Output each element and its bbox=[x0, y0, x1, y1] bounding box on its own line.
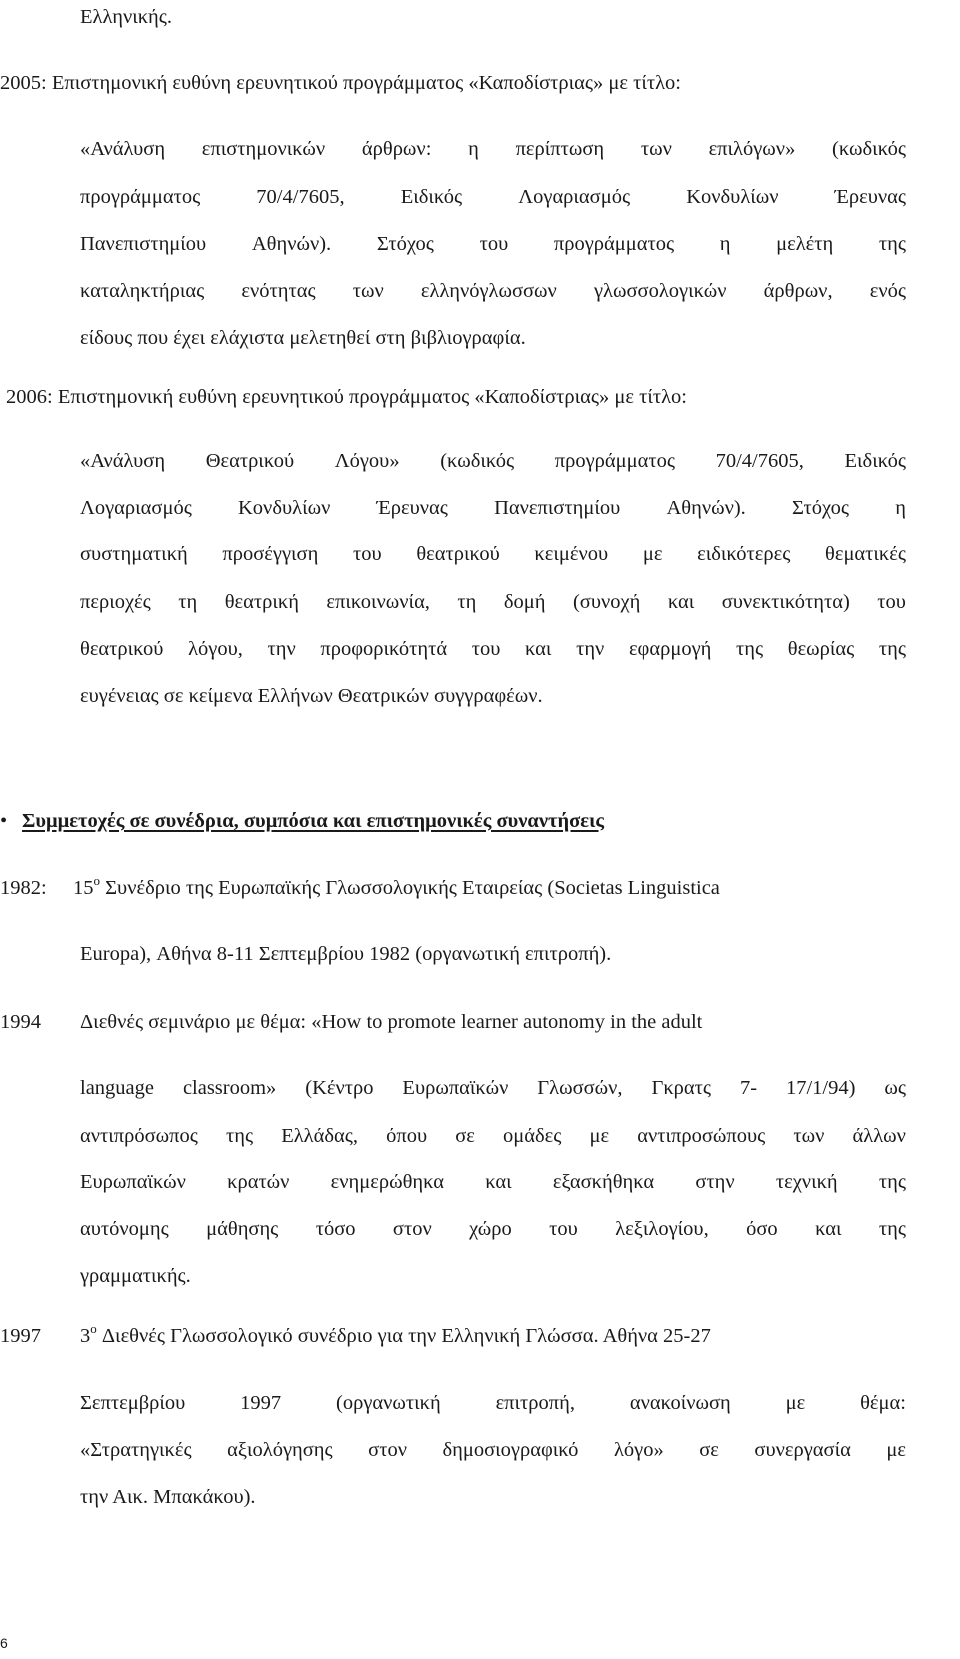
word: κειμένου bbox=[534, 543, 609, 565]
word: καταληκτήριας bbox=[80, 280, 205, 302]
word: θεατρικού bbox=[80, 638, 164, 660]
word: και bbox=[667, 591, 695, 613]
word: αξιολόγησης bbox=[227, 1439, 333, 1461]
word: μελέτη bbox=[776, 233, 834, 255]
project-2006-line bbox=[80, 495, 906, 521]
word: την bbox=[267, 638, 296, 660]
word: η bbox=[719, 233, 731, 255]
word: περιοχές bbox=[80, 591, 151, 613]
word: θεματικές bbox=[825, 543, 906, 565]
word: και bbox=[525, 638, 552, 660]
word: Κονδυλίων bbox=[238, 497, 331, 519]
word: των bbox=[793, 1125, 825, 1147]
project-2005-line bbox=[80, 231, 906, 257]
word: ενημερώθηκα bbox=[330, 1171, 445, 1193]
word: 70/4/7605, bbox=[715, 450, 804, 472]
entry-1982-num: 15 bbox=[73, 877, 94, 899]
word: κρατών bbox=[227, 1171, 290, 1193]
word: με bbox=[589, 1125, 610, 1147]
page-number: 6 bbox=[0, 1635, 8, 1651]
word: τεχνική bbox=[775, 1171, 838, 1193]
word: Ειδικός bbox=[400, 186, 463, 208]
word: με bbox=[785, 1392, 806, 1414]
section-heading bbox=[0, 808, 604, 834]
word: Ειδικός bbox=[844, 450, 906, 472]
word: γλωσσολογικών bbox=[593, 280, 727, 302]
entry-1982-text: Συνέδριο της Ευρωπαϊκής Γλωσσολογικής Εταιρείας (Societas Linguistica bbox=[105, 877, 720, 899]
word: (συνοχή bbox=[572, 591, 641, 613]
word: στον bbox=[368, 1439, 407, 1461]
word: τη bbox=[178, 591, 198, 613]
word: προφορικότητά bbox=[320, 638, 448, 660]
word: «Ανάλυση bbox=[80, 138, 166, 160]
entry-1997-line: την Αικ. Μπακάκου). bbox=[80, 1486, 256, 1508]
word: (κωδικός bbox=[832, 138, 906, 160]
word: άρθρων: bbox=[361, 138, 432, 160]
word: εφαρμογή bbox=[628, 638, 712, 660]
word: θέμα: bbox=[860, 1392, 906, 1414]
entry-1997-first-line bbox=[80, 1323, 711, 1349]
word: αντιπροσώπους bbox=[637, 1125, 766, 1147]
word: χώρο bbox=[469, 1218, 512, 1240]
word: συνεκτικότητα) bbox=[721, 591, 850, 613]
word: Έρευνας bbox=[376, 497, 448, 519]
word: άρθρων, bbox=[763, 280, 833, 302]
word: Έρευνας bbox=[834, 186, 906, 208]
project-2005-header: 2005: Επιστημονική ευθύνη ερευνητικού προγράμματος «Καποδίστριας» με τίτλο: bbox=[0, 72, 681, 94]
word: Γκρατς bbox=[651, 1077, 712, 1099]
word: λόγου, bbox=[188, 638, 243, 660]
word: Πανεπιστημίου bbox=[494, 497, 621, 519]
entry-1982-sup: ο bbox=[93, 873, 100, 888]
entry-1982-cont: Europa), Αθήνα 8-11 Σεπτεμβρίου 1982 (οργανωτική επιτροπή). bbox=[80, 943, 612, 965]
entry-1994-line: γραμματικής. bbox=[80, 1265, 191, 1287]
word: δημοσιογραφικό bbox=[442, 1439, 579, 1461]
word: θεατρική bbox=[224, 591, 299, 613]
word: language bbox=[80, 1077, 154, 1099]
word: του bbox=[479, 233, 509, 255]
word: Λογαριασμός bbox=[80, 497, 192, 519]
word: ως bbox=[884, 1077, 906, 1099]
project-2006-line bbox=[80, 636, 906, 662]
word: Ευρωπαϊκών bbox=[80, 1171, 186, 1193]
word: προγράμματος bbox=[554, 450, 675, 472]
word: Αθηνών). bbox=[666, 497, 746, 519]
word: προγράμματος bbox=[553, 233, 675, 255]
word: επικοινωνία, bbox=[326, 591, 430, 613]
word: Γλωσσών, bbox=[537, 1077, 623, 1099]
word: σε bbox=[455, 1125, 475, 1147]
word: επιλόγων» bbox=[708, 138, 796, 160]
word: επιτροπή, bbox=[495, 1392, 575, 1414]
project-2005-line bbox=[80, 136, 906, 162]
word: και bbox=[815, 1218, 842, 1240]
word: αυτόνομης bbox=[80, 1218, 169, 1240]
project-2005-line bbox=[80, 184, 906, 210]
project-2006-line bbox=[80, 541, 906, 567]
entry-1994-text: Διεθνές σεμινάριο με θέμα: «How to promote learner autonomy in the adult bbox=[80, 1011, 703, 1033]
word: συνεργασία bbox=[754, 1439, 851, 1461]
word: «Στρατηγικές bbox=[80, 1439, 192, 1461]
word: (Κέντρο bbox=[305, 1077, 374, 1099]
word: την bbox=[576, 638, 605, 660]
word: με bbox=[642, 543, 663, 565]
word: λεξιλογίου, bbox=[615, 1218, 709, 1240]
word: Στόχος bbox=[791, 497, 850, 519]
word: στον bbox=[392, 1218, 432, 1240]
word: επιστημονικών bbox=[201, 138, 326, 160]
project-2005-line bbox=[80, 278, 906, 304]
word: η bbox=[468, 138, 479, 160]
entry-1994-label: 1994 bbox=[0, 1011, 41, 1033]
word: (κωδικός bbox=[440, 450, 515, 472]
word: προγράμματος bbox=[80, 186, 201, 208]
word: (οργανωτική bbox=[336, 1392, 441, 1414]
word: σε bbox=[699, 1439, 719, 1461]
word: ενός bbox=[869, 280, 906, 302]
word: ειδικότερες bbox=[697, 543, 791, 565]
word: Σεπτεμβρίου bbox=[80, 1392, 186, 1414]
word: άλλων bbox=[852, 1125, 906, 1147]
word: Λόγου» bbox=[334, 450, 400, 472]
entry-1997-num: 3 bbox=[80, 1325, 91, 1347]
word: στην bbox=[695, 1171, 735, 1193]
word: της bbox=[225, 1125, 254, 1147]
word: του bbox=[353, 543, 382, 565]
word: θεωρίας bbox=[787, 638, 855, 660]
word: των bbox=[352, 280, 384, 302]
intro-line: Ελληνικής. bbox=[80, 6, 173, 28]
project-2005-line: είδους που έχει ελάχιστα μελετηθεί στη βιβλιογραφία. bbox=[80, 327, 526, 349]
word: ελληνόγλωσσων bbox=[420, 280, 557, 302]
word: και bbox=[485, 1171, 512, 1193]
word: «Ανάλυση bbox=[80, 450, 166, 472]
word: Αθηνών). bbox=[251, 233, 332, 255]
word: classroom» bbox=[182, 1077, 277, 1099]
entry-1994-line bbox=[80, 1216, 906, 1242]
word: δομή bbox=[503, 591, 546, 613]
word: Στόχος bbox=[376, 233, 434, 255]
word: αντιπρόσωπος bbox=[80, 1125, 198, 1147]
project-2006-line bbox=[80, 448, 906, 474]
word: του bbox=[877, 591, 906, 613]
entry-1997-line bbox=[80, 1437, 906, 1463]
word: συστηματική bbox=[80, 543, 188, 565]
word: η bbox=[895, 497, 906, 519]
word: τη bbox=[457, 591, 477, 613]
word: Θεατρικού bbox=[205, 450, 295, 472]
word: των bbox=[640, 138, 672, 160]
word: 70/4/7605, bbox=[256, 186, 345, 208]
word: προσέγγιση bbox=[222, 543, 319, 565]
word: όσο bbox=[746, 1218, 778, 1240]
word: με bbox=[886, 1439, 906, 1461]
entry-1982-label: 1982: bbox=[0, 877, 47, 899]
word: του bbox=[549, 1218, 578, 1240]
entry-1997-text: Διεθνές Γλωσσολογικό συνέδριο για την Ελληνική Γλώσσα. Αθήνα 25-27 bbox=[101, 1325, 711, 1347]
word: ομάδες bbox=[503, 1125, 562, 1147]
entry-1997-line bbox=[80, 1390, 906, 1416]
word: τόσο bbox=[315, 1218, 356, 1240]
word: Ευρωπαϊκών bbox=[402, 1077, 509, 1099]
word: του bbox=[471, 638, 501, 660]
project-2006-line: ευγένειας σε κείμενα Ελλήνων Θεατρικών συγγραφέων. bbox=[80, 685, 543, 707]
word: ενότητας bbox=[241, 280, 316, 302]
word: εξασκήθηκα bbox=[552, 1171, 655, 1193]
word: θεατρικού bbox=[416, 543, 500, 565]
project-2006-header: 2006: Επιστημονική ευθύνη ερευνητικού προγράμματος «Καποδίστριας» με τίτλο: bbox=[6, 386, 687, 408]
word: λόγο» bbox=[613, 1439, 664, 1461]
entry-1994-line bbox=[80, 1075, 906, 1101]
word: Πανεπιστημίου bbox=[80, 233, 207, 255]
word: της bbox=[878, 233, 906, 255]
word: Λογαριασμός bbox=[518, 186, 631, 208]
word: περίπτωση bbox=[515, 138, 605, 160]
bullet-icon: • bbox=[0, 810, 8, 832]
word: 7- bbox=[739, 1077, 758, 1099]
entry-1997-label: 1997 bbox=[0, 1325, 41, 1347]
word: της bbox=[878, 1171, 906, 1193]
word: μάθησης bbox=[206, 1218, 279, 1240]
word: της bbox=[878, 638, 906, 660]
word: 17/1/94) bbox=[785, 1077, 856, 1099]
word: Ελλάδας, bbox=[281, 1125, 358, 1147]
project-2006-line bbox=[80, 589, 906, 615]
entry-1994-line bbox=[80, 1123, 906, 1149]
word: ανακοίνωση bbox=[629, 1392, 731, 1414]
word: όπου bbox=[386, 1125, 428, 1147]
entry-1994-line bbox=[80, 1169, 906, 1195]
word: Κονδυλίων bbox=[686, 186, 779, 208]
section-title: Συμμετοχές σε συνέδρια, συμπόσια και επιστημονικές συναντήσεις bbox=[22, 810, 605, 832]
entry-1982-first-line bbox=[73, 875, 720, 901]
word: 1997 bbox=[240, 1392, 282, 1414]
word: της bbox=[878, 1218, 906, 1240]
entry-1997-sup: ο bbox=[90, 1321, 97, 1336]
word: της bbox=[736, 638, 764, 660]
